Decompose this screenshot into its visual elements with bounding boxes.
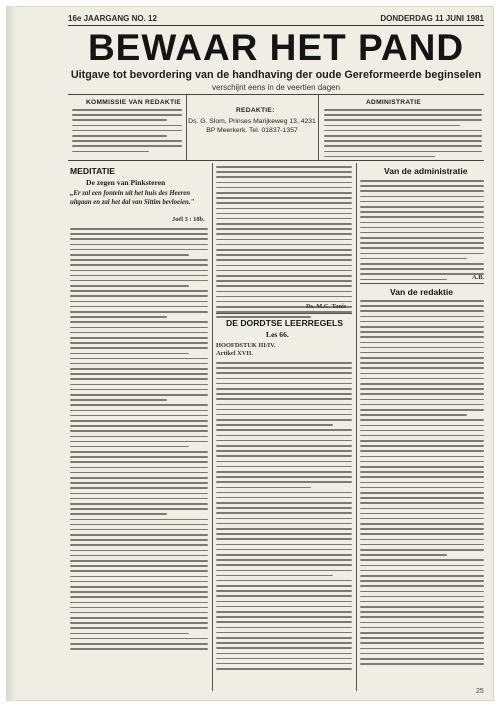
column-divider-1 (212, 163, 213, 691)
right-section-rule (360, 283, 484, 284)
commissie-text (72, 109, 182, 156)
issue-date: DONDERDAG 11 JUNI 1981 (380, 14, 484, 23)
dordtse-lesson: Les 66. (266, 330, 289, 339)
binding-edge (6, 6, 16, 701)
administratie-text (324, 109, 482, 161)
administratie-body (360, 180, 484, 284)
meditatie-subtitle: De zegen van Pinksteren (86, 178, 166, 187)
administratie-initials: A.B. (472, 274, 485, 281)
redaktie-title: REDAKTIE: (236, 107, 275, 114)
dordtse-body (216, 362, 352, 673)
newspaper-subtitle: Uitgave tot bevordering van de handhaving der oude Gereformeerde beginselen (70, 69, 482, 81)
header-rule-bottom (68, 160, 484, 161)
meditatie-quote: „Er zal een fontein uit het huis des Heeren uitgaan en zal het dal van Sittim bevloeien." (70, 190, 195, 206)
newspaper-title: BEWAAR HET PAND (87, 27, 465, 68)
dordtse-heading: DE DORDTSE LEERREGELS (226, 318, 343, 328)
article-heading: Artikel XVII. (216, 350, 253, 357)
redaktie-body (360, 300, 484, 668)
quote-reference: Joël 3 : 18b. (172, 216, 205, 223)
redaktie-address: Ds. G. Slom, Prinses Marijkeweg 13, 4231 BP Meerkerk. Tel. 01837-1357 (188, 118, 316, 134)
administratie-heading: Van de administratie (384, 166, 468, 176)
meditatie-continued (216, 166, 352, 322)
meditatie-signature: Ds. M.C. Tanis (306, 303, 347, 310)
administratie-title: ADMINISTRATIE (366, 99, 422, 106)
volume-number: 16e JAARGANG NO. 12 (68, 14, 157, 23)
column-divider-2 (356, 163, 357, 691)
meditatie-body (70, 228, 208, 653)
box-divider-right (318, 95, 319, 160)
header-rule-top (68, 94, 484, 95)
redaktie-heading: Van de redaktie (390, 287, 454, 297)
middle-section-rule (216, 313, 352, 314)
page-number: 25 (476, 688, 484, 695)
meditatie-heading: MEDITATIE (70, 166, 116, 176)
commissie-title: KOMMISSIE VAN REDAKTIE (86, 99, 182, 106)
chapter-heading: HOOFDSTUK III/IV. (216, 342, 276, 349)
publication-frequency: verschijnt eens in de veertien dagen (211, 83, 341, 92)
